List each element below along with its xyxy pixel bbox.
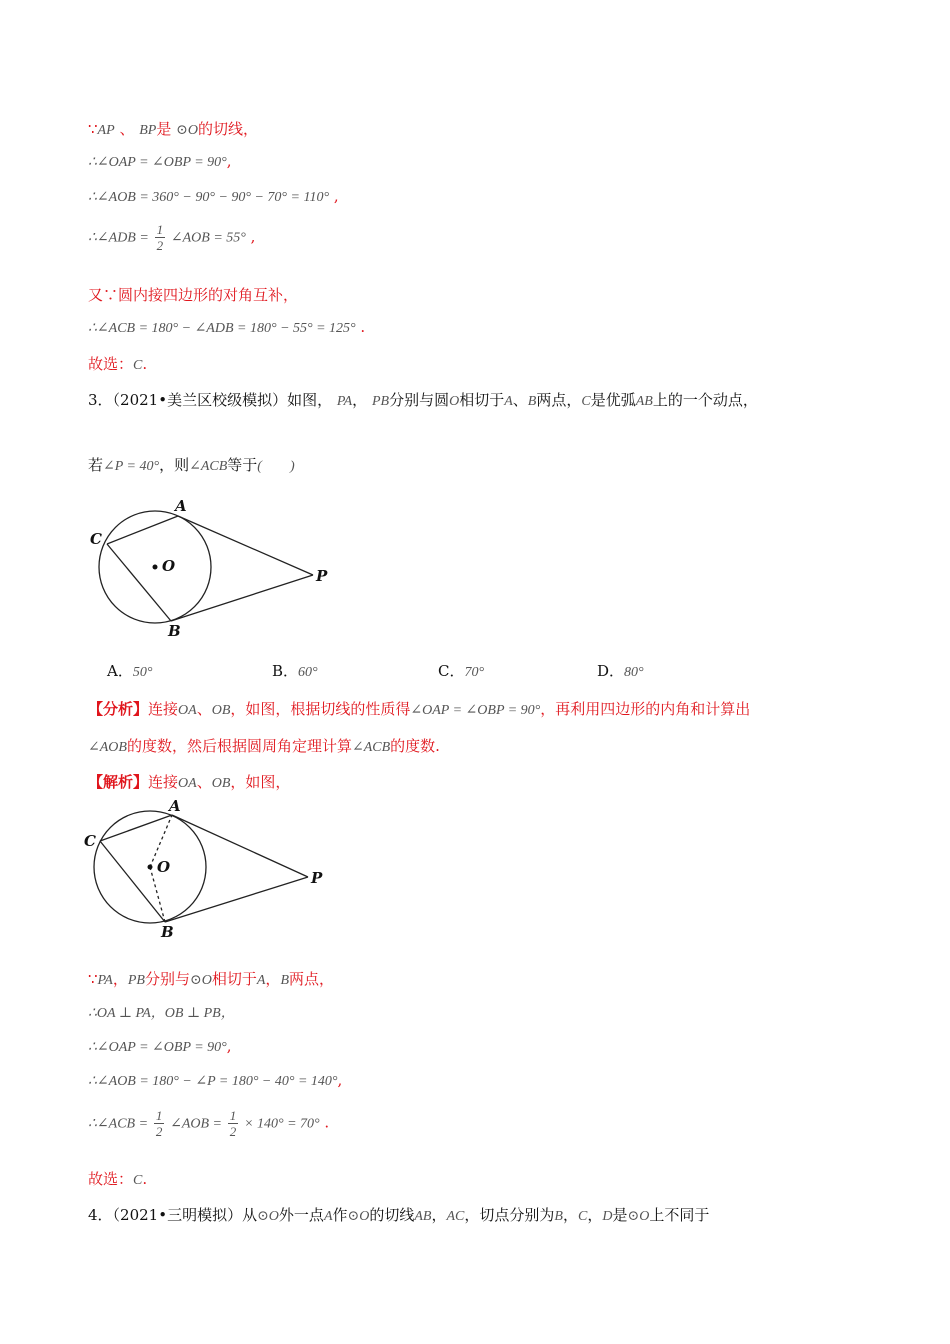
- text-tangent: 的切线，: [197, 120, 258, 138]
- math-bp: BP: [139, 123, 157, 138]
- frac-den: 2: [155, 1124, 163, 1139]
- stem-text: 是: [612, 1206, 628, 1224]
- question-source: （2021•美兰区校级模拟）如图，: [112, 391, 333, 409]
- analysis-tag: 【分析】: [88, 700, 149, 718]
- sol2-line-6: ∴∠ACB = 180° − ∠ADB = 180° − 55° = 125° .: [88, 318, 366, 336]
- solution-text: 连接: [148, 773, 179, 791]
- separator: 、: [196, 700, 212, 718]
- question-number: 3．: [88, 391, 113, 409]
- math-eq: ∴OA ⊥ PA，OB ⊥ PB，: [88, 1006, 235, 1021]
- question-number: 4．: [88, 1206, 113, 1224]
- label-a: A: [169, 797, 181, 815]
- math-c: C: [577, 1209, 588, 1224]
- analysis-text: 的度数.: [390, 737, 440, 755]
- stem-text: 上不同于: [649, 1206, 710, 1224]
- answer-label: 故选：: [88, 355, 134, 373]
- q3-stem-line-1: 3．（2021•美兰区校级模拟）如图， PA， PB分别与圆O相切于A、B两点，C是优弧AB上的一个动点，: [88, 391, 758, 409]
- option-value: 70°: [464, 665, 485, 680]
- option-label: B．: [272, 662, 299, 680]
- solution-tag: 【解析】: [88, 773, 149, 791]
- math-a: A: [256, 973, 266, 988]
- math-oa: OA: [178, 776, 197, 791]
- math-eq: ∠OAP = ∠OBP = 90°: [410, 703, 541, 718]
- frac-num: 1: [229, 1108, 237, 1123]
- figure-solution: [80, 795, 340, 945]
- center-dot: [148, 865, 153, 870]
- label-c: C: [84, 832, 96, 850]
- option-a[interactable]: [107, 660, 152, 681]
- solution-text: 分别与: [144, 970, 190, 988]
- separator: ，: [562, 1206, 578, 1224]
- segment-bp: [165, 877, 308, 922]
- stem-text: ，切点分别为: [464, 1206, 555, 1224]
- math-eq: ∴∠AOB = 180° − ∠P = 180° − 40° = 140°: [88, 1074, 338, 1089]
- math-acb: ∠ACB: [351, 740, 391, 755]
- segment-ap: [172, 815, 308, 877]
- option-c[interactable]: [438, 660, 484, 681]
- math-eq: ∴∠ADB =: [88, 230, 149, 246]
- math-eq: × 140° = 70°: [244, 1116, 320, 1132]
- option-label: A．: [107, 662, 133, 680]
- option-label: C．: [438, 662, 465, 680]
- segment-ca: [100, 815, 172, 841]
- q4-stem-line-1: [88, 1204, 709, 1225]
- text-is: 是: [156, 120, 172, 138]
- fraction-half: [228, 1108, 239, 1139]
- math-eq: ∠AOB = 55°: [170, 230, 246, 246]
- analysis-text: ，再利用四边形的内角和计算出: [540, 700, 751, 718]
- math-circle-o: ⊙O: [190, 973, 212, 988]
- label-b: B: [161, 923, 174, 941]
- stem-text: 的切线: [369, 1206, 415, 1224]
- math-pb: PB: [371, 394, 390, 409]
- frac-den: 2: [156, 238, 164, 253]
- math-oa: OA: [178, 703, 197, 718]
- solution-line-2: [88, 968, 334, 989]
- math-aob: ∠AOB: [88, 740, 127, 755]
- solution-line-5: ∴∠AOB = 180° − ∠P = 180° − 40° = 140°,: [88, 1071, 343, 1089]
- sol2-line-4: ∴∠ADB = $\frac{1}{2}$ ∠AOB = 55° ,: [88, 222, 256, 253]
- fraction-half: [154, 1108, 165, 1139]
- sol2-answer: 故选：C.: [88, 355, 148, 373]
- option-value: 80°: [624, 665, 644, 680]
- math-o: O: [449, 394, 460, 409]
- answer-value: C: [133, 1173, 143, 1188]
- solution-line-4: ∴∠OAP = ∠OBP = 90°,: [88, 1037, 232, 1055]
- separator: ，: [265, 970, 281, 988]
- math-circle-o: ⊙O: [627, 1209, 650, 1224]
- math-pb: PB: [127, 973, 145, 988]
- math-eq: ∴∠OAP = ∠OBP = 90°: [88, 155, 227, 170]
- math-ab: AB: [635, 394, 653, 409]
- math-b: B: [527, 394, 537, 409]
- sol2-line-3: ∴∠AOB = 360° − 90° − 90° − 70° = 110° ,: [88, 187, 339, 205]
- center-dot: [153, 565, 158, 570]
- math-pa: PA: [97, 973, 113, 988]
- separator: ，: [587, 1206, 603, 1224]
- label-o: O: [157, 858, 171, 876]
- solution-text: ，如图，: [230, 773, 291, 791]
- stem-text: 若: [88, 456, 104, 474]
- separator: 、: [196, 773, 212, 791]
- math-eq: ∴∠AOB = 360° − 90° − 90° − 70° = 110°: [88, 190, 330, 205]
- solution-line-3: [88, 1002, 235, 1022]
- math-eq: ∴∠ACB =: [88, 1116, 149, 1132]
- q3-stem-line-2: [88, 454, 295, 475]
- figure-q3: [80, 490, 340, 650]
- frac-num: 1: [155, 1108, 163, 1123]
- math-condition: ∠P = 40°: [103, 459, 160, 474]
- frac-num: 1: [156, 222, 164, 237]
- label-c: C: [90, 530, 102, 548]
- option-b[interactable]: [272, 660, 318, 681]
- analysis-text: ，如图，根据切线的性质得: [230, 700, 411, 718]
- question-source: （2021•三明模拟）从: [112, 1206, 258, 1224]
- solution-line-1: [88, 771, 290, 792]
- solution-text: 相切于: [211, 970, 257, 988]
- math-circle-o: ⊙O: [257, 1209, 279, 1224]
- sol2-line-1: [88, 118, 258, 139]
- label-a: A: [175, 497, 187, 515]
- separator: ，: [112, 970, 128, 988]
- analysis-line-1: [88, 698, 750, 719]
- math-ac: AC: [446, 1209, 465, 1224]
- math-pa: PA: [336, 394, 353, 409]
- option-d[interactable]: [597, 660, 644, 681]
- separator: 、: [119, 120, 135, 138]
- math-b: B: [554, 1209, 563, 1224]
- stem-text: 外一点: [278, 1206, 324, 1224]
- math-circle-o: ⊙O: [347, 1209, 370, 1224]
- label-b: B: [168, 622, 181, 640]
- analysis-text: 连接: [148, 700, 179, 718]
- sol2-line-2: ∴∠OAP = ∠OBP = 90°,: [88, 152, 232, 170]
- label-o: O: [162, 557, 176, 575]
- math-ap: AP: [97, 123, 115, 138]
- solution-line-6: ∴∠ACB = $\frac{1}{2}$ ∠AOB = $\frac{1}{2}$ × 140° = 70° .: [88, 1108, 330, 1139]
- solution-text: 两点，: [289, 970, 335, 988]
- frac-den: 2: [229, 1124, 237, 1139]
- math-ob: OB: [211, 776, 231, 791]
- option-label: D．: [597, 662, 625, 680]
- analysis-line-2: [88, 735, 440, 756]
- option-value: 50°: [132, 665, 153, 680]
- math-ob: OB: [211, 703, 231, 718]
- math-b: B: [280, 973, 289, 988]
- stem-text: 作: [332, 1206, 348, 1224]
- label-p: P: [316, 567, 328, 585]
- math-eq: ∴∠OAP = ∠OBP = 90°: [88, 1040, 227, 1055]
- math-a: A: [323, 1209, 333, 1224]
- fraction-half: [155, 222, 166, 253]
- segment-ca: [107, 516, 178, 544]
- segment-ap: [178, 516, 313, 575]
- label-p: P: [311, 869, 323, 887]
- stem-text: 是优弧: [590, 391, 636, 409]
- segment-bp: [171, 575, 313, 621]
- separator: ，: [431, 1206, 447, 1224]
- stem-text: 分别与圆: [389, 391, 450, 409]
- analysis-text: 的度数，然后根据圆周角定理计算: [126, 737, 352, 755]
- because-symbol: ∵: [88, 120, 98, 138]
- because-symbol: ∵: [88, 970, 98, 988]
- math-eq: ∴∠ACB = 180° − ∠ADB = 180° − 55° = 125°: [88, 321, 356, 336]
- stem-text: 等于: [227, 456, 258, 474]
- math-c: C: [581, 394, 591, 409]
- stem-text: ，则: [159, 456, 190, 474]
- stem-text: 两点，: [536, 391, 582, 409]
- option-value: 60°: [298, 665, 318, 680]
- stem-text: 相切于: [459, 391, 505, 409]
- answer-value: C: [133, 358, 143, 373]
- stem-text: 上的一个动点，: [652, 391, 758, 409]
- answer-blank: ( ): [257, 459, 295, 474]
- answer-label: 故选：: [88, 1170, 134, 1188]
- solution-answer: 故选：C.: [88, 1170, 148, 1188]
- math-a: A: [504, 394, 513, 409]
- stem-text: 、: [512, 391, 528, 409]
- math-d: D: [602, 1209, 613, 1224]
- math-eq: ∠AOB =: [170, 1116, 222, 1132]
- segment-cb: [107, 544, 171, 621]
- math-target: ∠ACB: [189, 459, 228, 474]
- math-ab: AB: [414, 1209, 432, 1224]
- sol2-line-5: 又∵圆内接四边形的对角互补，: [88, 286, 299, 304]
- math-circle-o: ⊙O: [176, 123, 198, 138]
